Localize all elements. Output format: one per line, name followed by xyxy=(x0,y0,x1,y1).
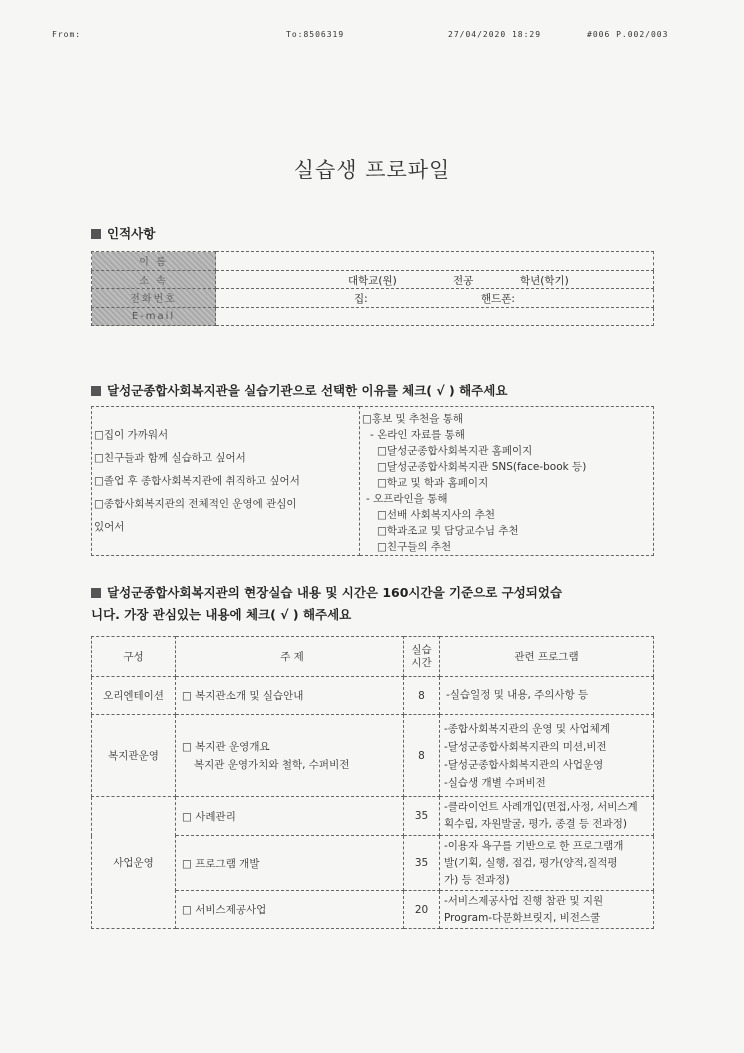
topic-checkbox[interactable]: □ xyxy=(182,904,192,916)
related-cell xyxy=(440,891,654,929)
section-heading-program xyxy=(91,582,656,626)
university-label: 대학교(원) xyxy=(348,274,397,287)
email-label: E-mail xyxy=(92,307,216,326)
section-heading-line xyxy=(91,582,656,604)
topic-label: 사례관리 xyxy=(195,810,236,823)
reasons-left-column xyxy=(92,407,360,556)
group-cell: 복지관운영 xyxy=(92,715,176,797)
table-row xyxy=(92,836,654,891)
related-line: -서비스제공사업 진행 참관 및 지원 xyxy=(444,894,604,907)
related-line: -클라이언트 사례개입(면접,사정, 서비스계 xyxy=(444,801,638,813)
col-header-related: 관련 프로그램 xyxy=(440,637,654,677)
reasons-checklist xyxy=(91,406,654,556)
related-line: -실습생 개별 수퍼비전 xyxy=(444,776,546,789)
reason-sns-checkbox[interactable]: □달성군종합사회복지관 SNS(face-book 등) xyxy=(377,461,587,473)
table-header-row xyxy=(92,637,654,677)
mobile-phone-label: 핸드폰: xyxy=(481,293,515,305)
program-table xyxy=(91,636,654,929)
related-line: 가) 등 전과정) xyxy=(444,873,510,886)
reason-with-friends-checkbox[interactable]: □친구들과 함께 실습하고 싶어서 xyxy=(94,452,246,464)
topic-label: 프로그램 개발 xyxy=(195,857,260,870)
related-cell xyxy=(440,677,654,715)
table-row xyxy=(92,289,654,308)
square-bullet-icon xyxy=(91,229,101,239)
square-bullet-icon xyxy=(91,588,101,598)
related-cell xyxy=(440,715,654,797)
table-row xyxy=(92,891,654,929)
topic-cell xyxy=(176,797,404,836)
reason-professor-recommendation-checkbox[interactable]: □학과조교 및 담당교수님 추천 xyxy=(377,525,519,537)
fax-to: To:8506319 xyxy=(286,30,345,39)
related-cell xyxy=(440,797,654,836)
related-line: 획수립, 자원발굴, 평가, 종결 등 전과정) xyxy=(444,818,627,830)
fax-header xyxy=(0,30,744,42)
related-line: -달성군종합사회복지관의 미션,비전 xyxy=(444,740,607,753)
topic-label: 복지관 운영개요 xyxy=(195,740,270,753)
topic-checkbox[interactable]: □ xyxy=(182,810,192,823)
table-row xyxy=(92,677,654,715)
reason-school-homepage-checkbox[interactable]: □학교 및 학과 홈페이지 xyxy=(377,477,489,489)
reason-near-home-checkbox[interactable]: □집이 가까워서 xyxy=(94,429,169,441)
section-heading-reasons xyxy=(91,381,507,399)
reason-employment-checkbox[interactable]: □졸업 후 종합사회복지관에 취직하고 싶어서 xyxy=(94,475,300,487)
name-field[interactable] xyxy=(216,252,654,271)
section-heading-text: 달성군종합사회복지관의 현장실습 내용 및 시간은 160시간을 기준으로 구성되었습 xyxy=(107,585,563,600)
topic-cell xyxy=(176,891,404,929)
reason-friend-recommendation-checkbox[interactable]: □친구들의 추천 xyxy=(377,541,452,553)
topic-cell xyxy=(176,836,404,891)
topic-checkbox[interactable]: □ xyxy=(182,740,192,753)
group-cell: 오리엔테이션 xyxy=(92,677,176,715)
major-label: 전공 xyxy=(453,274,474,287)
related-line: -달성군종합사회복지관의 사업운영 xyxy=(444,758,604,771)
affiliation-label: 소 속 xyxy=(92,270,216,289)
group-cell: 사업운영 xyxy=(92,797,176,929)
hours-cell: 8 xyxy=(404,715,440,797)
col-header-hours: 실습 시간 xyxy=(404,637,440,677)
reason-operation-interest-checkbox[interactable]: □종합사회복지관의 전체적인 운영에 관심이 xyxy=(94,498,297,510)
related-line: -이용자 욕구를 기반으로 한 프로그램개 xyxy=(444,839,624,852)
topic-label: 서비스제공사업 xyxy=(195,904,267,916)
related-line: Program-다문화브릿지, 비전스쿨 xyxy=(444,911,601,924)
table-row xyxy=(92,407,654,556)
reason-promotion-checkbox[interactable]: □홍보 및 추천을 통해 xyxy=(362,413,464,425)
section-heading-text: 인적사항 xyxy=(107,226,156,241)
page-title: 실습생 프로파일 xyxy=(293,158,451,182)
topic-cell xyxy=(176,677,404,715)
topic-label: 복지관소개 및 실습안내 xyxy=(195,690,304,702)
hours-cell: 35 xyxy=(404,797,440,836)
reason-operation-interest-text: 있어서 xyxy=(94,521,125,533)
section-heading-text: 달성군종합사회복지관을 실습기관으로 선택한 이유를 체크( √ ) 해주세요 xyxy=(107,383,508,398)
related-line: -실습일정 및 내용, 주의사항 등 xyxy=(446,689,589,701)
topic-checkbox[interactable]: □ xyxy=(182,690,192,702)
related-line: -종합사회복지관의 운영 및 사업체계 xyxy=(444,722,610,735)
section-heading-personal xyxy=(91,224,155,242)
home-phone-label: 집: xyxy=(354,293,368,305)
topic-sub-label: 복지관 운영가치와 철학, 수퍼비전 xyxy=(194,758,350,771)
col-header-group: 구성 xyxy=(92,637,176,677)
personal-info-table xyxy=(91,251,654,326)
name-label: 이 름 xyxy=(92,252,216,271)
related-line: 발(기획, 실행, 점검, 평가(양적,질적평 xyxy=(444,856,618,869)
email-field[interactable] xyxy=(216,307,654,326)
table-row xyxy=(92,307,654,326)
reason-online-subheading: - 온라인 자료를 통해 xyxy=(370,429,465,441)
fax-datetime: 27/04/2020 18:29 xyxy=(448,30,542,39)
reason-senior-recommendation-checkbox[interactable]: □선배 사회복지사의 추천 xyxy=(377,509,496,521)
topic-checkbox[interactable]: □ xyxy=(182,857,192,870)
reason-offline-subheading: - 오프라인을 통해 xyxy=(366,493,448,505)
phone-field[interactable] xyxy=(216,289,654,308)
related-cell xyxy=(440,836,654,891)
hours-cell: 20 xyxy=(404,891,440,929)
fax-page: #006 P.002/003 xyxy=(587,30,669,39)
hours-cell: 8 xyxy=(404,677,440,715)
hours-cell: 35 xyxy=(404,836,440,891)
year-label: 학년(학기) xyxy=(520,274,569,287)
square-bullet-icon xyxy=(91,386,101,396)
phone-label: 전화번호 xyxy=(92,289,216,308)
reasons-right-column xyxy=(360,407,654,556)
reason-homepage-checkbox[interactable]: □달성군종합사회복지관 홈페이지 xyxy=(377,445,533,457)
section-heading-line: 니다. 가장 관심있는 내용에 체크( √ ) 해주세요 xyxy=(91,607,352,622)
table-row xyxy=(92,797,654,836)
table-row xyxy=(92,252,654,271)
fax-from: From: xyxy=(52,30,82,39)
topic-cell xyxy=(176,715,404,797)
affiliation-field[interactable] xyxy=(216,270,654,289)
table-row xyxy=(92,715,654,797)
table-row xyxy=(92,270,654,289)
col-header-topic: 주 제 xyxy=(176,637,404,677)
